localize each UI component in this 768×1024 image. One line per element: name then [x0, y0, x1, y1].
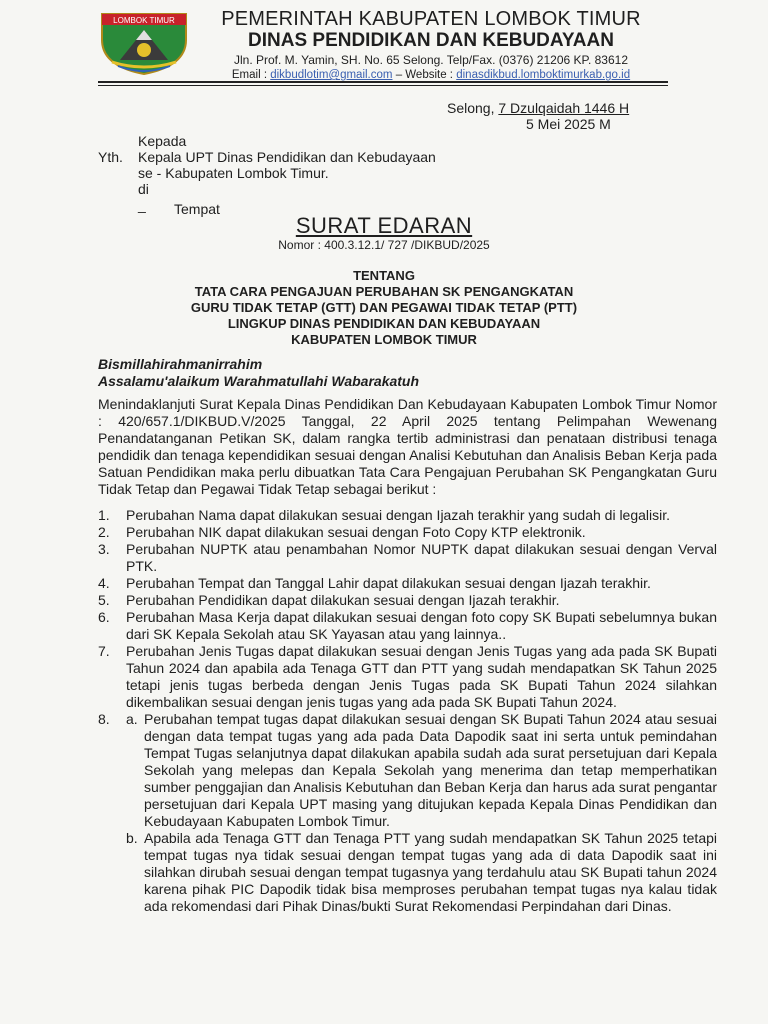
regency-logo	[98, 10, 190, 76]
date-hijri: 7 Dzulqaidah 1446 H	[498, 100, 630, 116]
agency-name: DINAS PENDIDIKAN DAN KEBUDAYAAN	[248, 30, 614, 51]
subject-line2: GURU TIDAK TETAP (GTT) DAN PEGAWAI TIDAK TETAP (PTT)	[190, 300, 578, 315]
letterhead	[196, 8, 666, 82]
subject-tentang: TENTANG	[353, 268, 415, 283]
list-text: Perubahan Masa Kerja dapat dilakukan sesuai dengan foto copy SK Bupati sebelumnya bukan dari SK Kepala Sekolah atau SK Yayasan atau yang lainnya..	[126, 609, 717, 642]
list-number: 8.	[98, 711, 110, 727]
sub-item-b	[126, 830, 717, 915]
subject-line3: LINGKUP DINAS PENDIDIKAN DAN KEBUDAYAAN	[227, 316, 541, 331]
sub-letter: a.	[126, 711, 138, 727]
list-item	[98, 507, 717, 524]
recipient-line2: se - Kabupaten Lombok Timur.	[138, 165, 329, 181]
list-text: Perubahan Nama dapat dilakukan sesuai dengan Ijazah terakhir yang sudah di legalisir.	[126, 507, 671, 523]
list-item	[98, 609, 717, 643]
recipient-yth: Yth.	[98, 149, 123, 165]
greeting-salam: Assalamu'alaikum Warahmatullahi Wabarakatuh	[98, 373, 420, 389]
list-item	[98, 575, 717, 592]
list-item	[98, 592, 717, 609]
list-number: 4.	[98, 575, 110, 591]
letter-date-hijri	[447, 100, 629, 116]
list-text: Perubahan Tempat dan Tanggal Lahir dapat dilakukan sesuai dengan Ijazah terakhir.	[126, 575, 651, 591]
list-number: 2.	[98, 524, 110, 540]
subject-line4: KABUPATEN LOMBOK TIMUR	[291, 332, 477, 347]
letterhead-divider-thick	[98, 81, 668, 83]
recipient-kepada: Kepada	[138, 133, 187, 149]
website-label: – Website :	[395, 69, 454, 81]
sub-text: Apabila ada Tenaga GTT dan Tenaga PTT yang sudah mendapatkan SK Tahun 2025 tetapi tempat tugas nya tidak sesuai dengan tempat tugas yang ada di data Dapodik saat ini silahkan dirubah sesuai dengan tempat tugasnya yang terdahulu atau SK Bupati tahun 2024 karena pihak PIC Dapodik tidak bisa memproses perubahan tempat tugas nya kalau tidak ada rekomendasi dari Pihak Dinas/bukti Surat Rekomendasi Perpindahan dari Dinas.	[144, 830, 717, 914]
email-link[interactable]: dikbudlotim@gmail.com	[270, 69, 393, 81]
subject-line1: TATA CARA PENGAJUAN PERUBAHAN SK PENGANGKATAN	[194, 284, 574, 299]
website-link[interactable]: dinasdikbud.lomboktimurkab.go.id	[456, 69, 631, 81]
email-label: Email :	[231, 69, 268, 81]
recipient-di: di _	[138, 181, 149, 213]
document-title: SURAT EDARAN	[295, 213, 473, 238]
list-number: 5.	[98, 592, 110, 608]
intro-paragraph: Menindaklanjuti Surat Kepala Dinas Pendidikan Dan Kebudayaan Kabupaten Lombok Timur Nomor : 420/657.1/DIKBUD.V/2025 Tanggal, 22 April 2025 tentang Pelimpahan Wewenang Penandatanganan Petikan SK, dalam rangka tertib administrasi dan penataan distribusi tenaga pendidik dan tenaga kependidikan sesuai dengan Analisi Kebutuhan dan Analisis Beban Kerja pada Satuan Pendidikan maka perlu dibuatkan Tata Cara Pengajuan Perubahan SK Pengangkatan Guru Tidak Tetap dan Pegawai Tidak Tetap sebagai berikut :	[98, 396, 717, 497]
subject-block	[0, 268, 768, 348]
list-number: 7.	[98, 643, 110, 659]
list-item	[98, 524, 717, 541]
list-number: 1.	[98, 507, 110, 523]
list-text: Perubahan NUPTK atau penambahan Nomor NUPTK dapat dilakukan sesuai dengan Verval PTK.	[126, 541, 717, 574]
document-number: Nomor : 400.3.12.1/ 727 /DIKBUD/2025	[278, 238, 490, 252]
recipient-line1: Kepala UPT Dinas Pendidikan dan Kebudayaan	[138, 149, 436, 165]
numbered-list	[98, 507, 717, 915]
list-item	[98, 711, 717, 915]
list-number: 3.	[98, 541, 110, 557]
list-item	[98, 643, 717, 711]
government-name: PEMERINTAH KABUPATEN LOMBOK TIMUR	[221, 8, 641, 30]
date-place: Selong,	[447, 100, 495, 116]
greeting-bismillah: Bismillahirahmanirrahim	[98, 356, 263, 372]
agency-address: Jln. Prof. M. Yamin, SH. No. 65 Selong. Telp/Fax. (0376) 21206 KP. 83612	[233, 53, 628, 67]
sub-letter: b.	[126, 830, 138, 846]
list-text: Perubahan NIK dapat dilakukan sesuai dengan Foto Copy KTP elektronik.	[126, 524, 586, 540]
list-number: 6.	[98, 609, 110, 625]
letterhead-divider-thin	[98, 85, 668, 86]
list-text: Perubahan Pendidikan dapat dilakukan sesuai dengan Ijazah terakhir.	[126, 592, 560, 608]
list-item	[98, 541, 717, 575]
recipient-tempat: Tempat	[174, 201, 220, 217]
list-text: Perubahan Jenis Tugas dapat dilakukan sesuai dengan Jenis Tugas yang ada pada SK Bupati Tahun 2024 dan apabila ada Tenaga GTT dan PTT yang sudah mendapatkan SK Tahun 2025 tetapi jenis tugas berbeda dengan Jenis Tugas pada SK Bupati Tahun 2024 silahkan dikembalikan sesuai dengan jenis tugas yang ada pada SK Bupati Tahun 2024.	[126, 643, 717, 710]
contact-line	[196, 68, 666, 82]
date-gregorian: 5 Mei 2025 M	[526, 116, 611, 132]
greeting-block	[98, 356, 419, 390]
sub-item-a	[126, 711, 717, 830]
logo-banner-text: LOMBOK TIMUR	[113, 16, 175, 25]
sub-text: Perubahan tempat tugas dapat dilakukan sesuai dengan SK Bupati Tahun 2024 atau sesuai dengan data tempat tugas yang ada pada Data Dapodik saat ini serta untuk pemindahan Tempat Tugas selanjutnya dapat dilakukan apabila sudah ada surat persetujuan dari Kepala Sekolah yang melepas dan Kepala Sekolah yang menerima dan tetap memperhatikan sumber penggajian dan Analisis Kebutuhan dan Beban Kerja dan harus ada surat pengantar persetujuan dari Kepala UPT masing yang ditujukan kepada Kepala Dinas Pendidikan dan Kebudayaan Kabupaten Lombok Timur.	[144, 711, 717, 829]
